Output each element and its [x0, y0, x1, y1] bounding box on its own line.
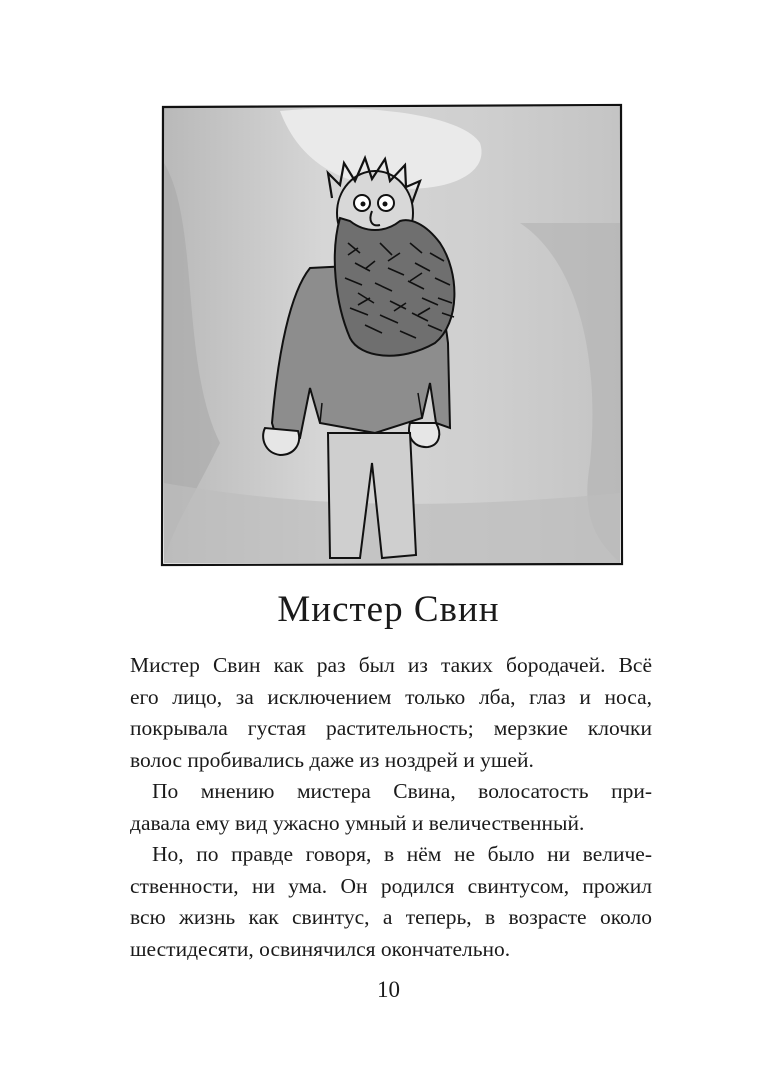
text-line: волос пробивались даже из ноздрей и ушей. — [130, 747, 534, 772]
illustration-frame — [160, 103, 624, 567]
text-line: его лицо, за исключением только лба, глаз и носа, — [130, 684, 652, 709]
text-line: ственности, ни ума. Он родился свинтусом, прожил — [130, 873, 652, 898]
text-line: По мнению мистера Свина, волосатость при- — [152, 779, 652, 803]
right-hand — [409, 423, 439, 447]
text-line: шестидесяти, освинячился окончательно. — [130, 936, 511, 961]
text-line: Мистер Свин как раз был из таких бородачей. Всё — [130, 653, 652, 677]
text-line: давала ему вид ужасно умный и величественный. — [130, 810, 585, 835]
chapter-title: Мистер Свин — [277, 589, 500, 630]
left-hand — [263, 428, 299, 455]
beard — [335, 218, 455, 356]
text-line: покрывала густая растительность; мерзкие клочки — [130, 716, 652, 740]
text-line: всю жизнь как свинтус, а теперь, в возрасте около — [130, 905, 652, 929]
bearded-man-illustration — [160, 103, 624, 567]
page-number: 10 — [377, 977, 400, 1002]
text-line: Но, по правде говоря, в нём не было ни величе- — [152, 842, 652, 866]
body-text — [130, 650, 652, 965]
